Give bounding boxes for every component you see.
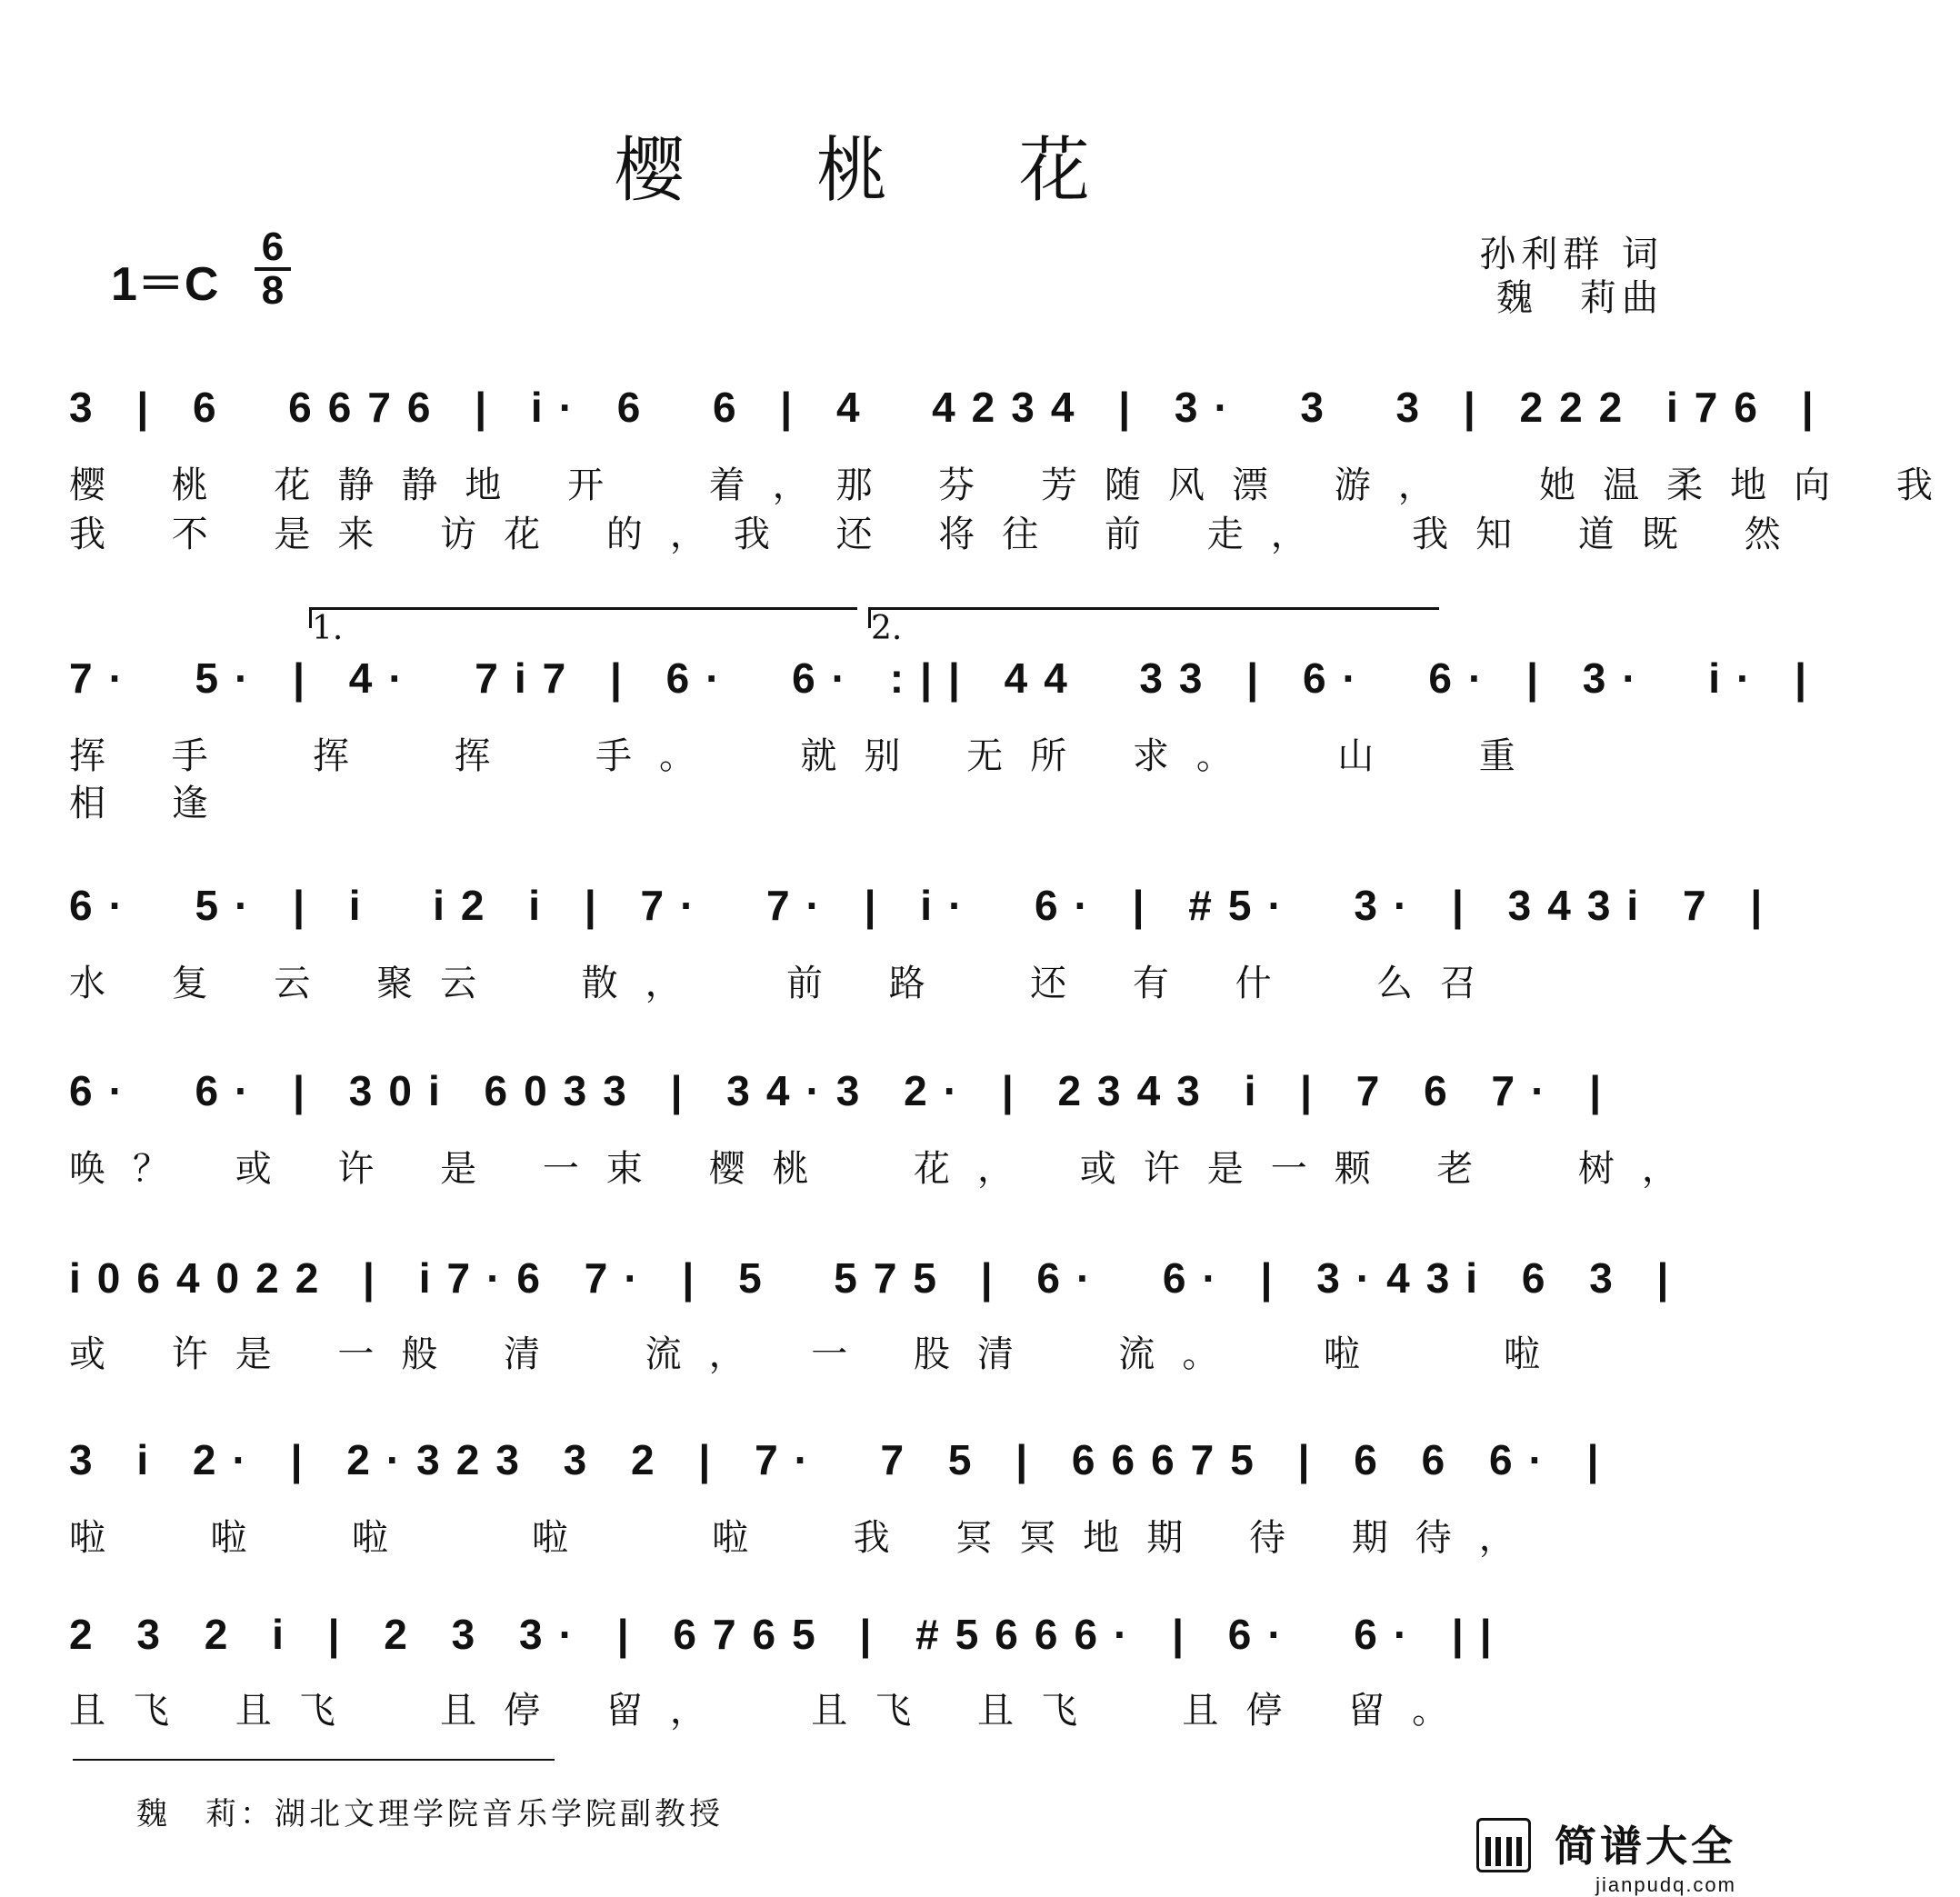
score-line-6 <box>69 1433 1669 1514</box>
lyricist-credit: 孙利群 词 <box>1479 234 1664 275</box>
score-line-2 <box>69 651 1823 733</box>
site-logo-url: jianpudq.com <box>1595 1873 1736 1896</box>
notes-line-3: 6· 5· | i i2 i | 7· 7· | i· 6· | #5· 3· | 343i 7 | <box>69 882 1779 929</box>
piano-logo-icon <box>1476 1818 1531 1872</box>
notes-line-6: 3 i 2· | 2·323 3 2 | 7· 7 5 | 66675 | 6 6 6· | <box>69 1436 1615 1483</box>
score-line-5 <box>69 1251 1685 1333</box>
lyrics-line-6: 啦 啦 啦 啦 啦 我 冥冥地期 待 期待， <box>69 1517 1543 1559</box>
notes-line-1: 3 | 6 6676 | i· 6 6 | 4 4234 | 3· 3 3 | 222 i76 | <box>69 384 1830 431</box>
site-logo-name: 简谱大全 <box>1555 1822 1736 1870</box>
lyrics-line-7: 且飞 且飞 且停 留， 且飞 且飞 且停 留。 <box>69 1690 1476 1732</box>
volta-second <box>868 607 1439 647</box>
lyrics-line-2-verse-2: 相 逢 <box>69 783 235 824</box>
volta-second-label: 2. <box>871 610 903 647</box>
lyrics-line-3: 水 复 云 聚云 散， 前 路 还 有 什 么召 <box>69 963 1505 1004</box>
score-line-3 <box>69 878 1779 960</box>
score-line-1 <box>69 380 1830 462</box>
time-top: 6 <box>261 225 285 269</box>
key-signature: 1＝C <box>111 258 219 311</box>
lyrics-line-1-verse-2: 我 不 是来 访花 的，我 还 将往 前 走， 我知 道既 然 <box>69 514 1808 555</box>
composer-credit: 魏 莉曲 <box>1496 277 1664 319</box>
time-bottom: 8 <box>261 268 285 313</box>
lyrics-line-1-verse-1: 樱 桃 花静静地 开 着，那 芬 芳随风漂 游， 她温柔地向 我 <box>69 464 1960 506</box>
notes-line-5: i064022 | i7·6 7· | 5 575 | 6· 6· | 3·43i 6 3 | <box>69 1254 1685 1302</box>
song-title: 樱 桃 花 <box>614 130 1145 212</box>
volta-first-label: 1. <box>312 610 344 647</box>
score-line-7 <box>69 1607 1669 1689</box>
footnote: 魏 莉：湖北文理学院音乐学院副教授 <box>136 1796 724 1832</box>
notes-line-2: 7· 5· | 4· 7i7 | 6· 6· :|| 44 33 | 6· 6· | 3· i· | <box>69 654 1823 702</box>
time-signature <box>255 225 291 313</box>
notes-line-4: 6· 6· | 30i 6033 | 34·3 2· | 2343 i | 7 6 7· | <box>69 1067 1618 1114</box>
footnote-divider <box>73 1759 555 1761</box>
volta-first <box>309 607 857 647</box>
notes-line-7: 2 3 2 i | 2 3 3· | 6765 | #5666· | 6· 6· || <box>69 1611 1508 1658</box>
lyrics-line-2-verse-1: 挥 手 挥 挥 手。 就别 无所 求。 山 重 <box>69 735 1543 777</box>
lyrics-line-4: 唤？ 或 许 是 一束 樱桃 花， 或许是一颗 老 树， <box>69 1148 1705 1190</box>
lyrics-line-5: 或 许是 一般 清 流， 一 股清 流。 啦 啦 <box>69 1333 1568 1375</box>
site-logo[interactable] <box>1555 1813 1736 1897</box>
score-line-4 <box>69 1063 1669 1145</box>
